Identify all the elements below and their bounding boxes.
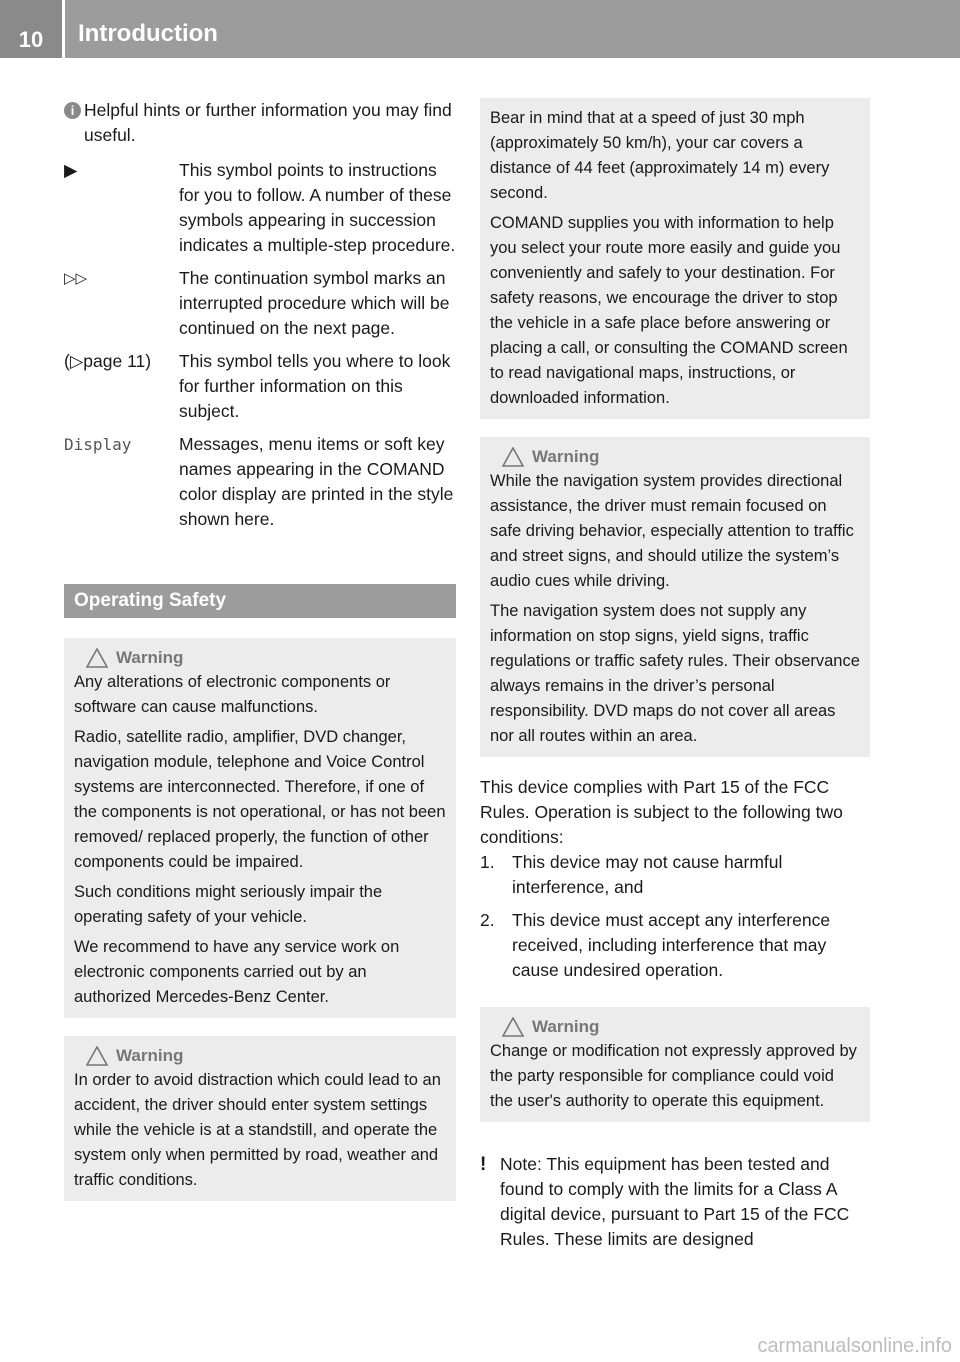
warning-triangle-icon — [86, 1046, 108, 1066]
symbol-description: The continuation symbol marks an interrupted procedure which will be continued on the next page. — [179, 268, 450, 338]
display-style-sample: Display — [64, 435, 132, 454]
info-hint — [64, 98, 456, 148]
box-paragraph: Bear in mind that at a speed of just 30 mph (approximately 50 km/h), your car covers a distance of 44 feet (approximately 14 m) every second. — [490, 109, 830, 202]
warning-paragraph: While the navigation system provides directional assistance, the driver must remain focused on safe driving behavior, especially attention to traffic and street signs, and should utilize the system’s audio cues while driving. — [490, 472, 854, 590]
left-column — [64, 98, 456, 1201]
warning-box — [480, 437, 870, 757]
page-number: 10 — [0, 0, 62, 58]
symbol-description: This symbol tells you where to look for further information on this subject. — [179, 351, 451, 421]
header-separator — [62, 0, 65, 58]
right-column — [480, 98, 870, 1252]
symbol-row — [64, 349, 456, 424]
list-text: This device must accept any interference received, including interference that may cause undesired operation. — [512, 910, 831, 980]
operating-safety-heading: Operating Safety — [64, 584, 456, 618]
page-reference-symbol: (▷page 11) — [64, 351, 152, 371]
symbol-row — [64, 158, 456, 258]
warning-triangle-icon — [502, 1017, 524, 1037]
warning-paragraph: Change or modification not expressly approved by the party responsible for compliance could void the user's authority to operate this equipment. — [490, 1042, 857, 1110]
warning-paragraph: Any alterations of electronic components or software can cause malfunctions. — [74, 673, 391, 716]
warning-paragraph: Radio, satellite radio, amplifier, DVD changer, navigation module, telephone and Voice Control systems are interconnected. Therefore, if one of the components is not operational, or has not been removed/ replaced properly, the function of other components could be impaired. — [74, 728, 446, 871]
symbol-description: This symbol points to instructions for you to follow. A number of these symbols appearing in succession indicates a multiple-step procedure. — [179, 160, 456, 255]
play-arrow-icon: ▶ — [64, 160, 78, 180]
warning-title — [74, 1044, 446, 1068]
symbol-row — [64, 266, 456, 341]
list-number: 2. — [480, 910, 495, 930]
list-item — [480, 908, 870, 983]
note — [480, 1152, 870, 1252]
warning-title-text: Warning — [116, 648, 184, 667]
warning-box — [64, 1036, 456, 1201]
page-header — [0, 0, 960, 58]
watermark: carmanualsonline.info — [757, 1335, 952, 1357]
exclamation-icon: ! — [480, 1154, 487, 1175]
box-paragraph: COMAND supplies you with information to help you select your route more easily and guide you conveniently and safely to your destination. For safety reasons, we encourage the driver to stop the vehicle in a safe place before answering or placing a call, or consulting the COMAND screen to read navigational maps, instructions, or downloaded information. — [490, 214, 848, 407]
fcc-conditions-list — [480, 850, 870, 983]
symbol-row — [64, 432, 456, 532]
info-text: Helpful hints or further information you may find useful. — [84, 100, 452, 145]
warning-title-text: Warning — [116, 1046, 184, 1065]
warning-title — [490, 1015, 860, 1039]
list-number: 1. — [480, 852, 495, 872]
warning-title-text: Warning — [532, 1017, 600, 1036]
warning-triangle-icon — [86, 648, 108, 668]
warning-box — [480, 1007, 870, 1122]
warning-box — [64, 638, 456, 1018]
symbol-description: Messages, menu items or soft key names appearing in the COMAND color display are printed in the style shown here. — [179, 434, 454, 529]
warning-paragraph: Such conditions might seriously impair the operating safety of your vehicle. — [74, 883, 383, 926]
continuation-arrows-icon: ▷▷ — [64, 270, 88, 287]
warning-triangle-icon — [502, 447, 524, 467]
list-text: This device may not cause harmful interference, and — [512, 852, 783, 897]
warning-paragraph: The navigation system does not supply any information on stop signs, yield signs, traffic regulations or traffic safety rules. Their observance always remains in the driver’s personal responsibility. DVD maps do not cover all areas nor all routes within an area. — [490, 602, 860, 745]
warning-title-text: Warning — [532, 447, 600, 466]
speed-info-box — [480, 98, 870, 419]
warning-paragraph: In order to avoid distraction which could lead to an accident, the driver should enter system settings while the vehicle is at a standstill, and operate the system only when permitted by road, weather and traffic conditions. — [74, 1071, 441, 1189]
fcc-intro: This device complies with Part 15 of the FCC Rules. Operation is subject to the following two conditions: — [480, 777, 843, 847]
note-text: Note: This equipment has been tested and found to comply with the limits for a Class A digital device, pursuant to Part 15 of the FCC Rules. These limits are designed — [500, 1154, 850, 1249]
list-item — [480, 850, 870, 900]
warning-title — [490, 445, 860, 469]
info-icon: i — [64, 102, 81, 119]
warning-title — [74, 646, 446, 670]
section-title: Introduction — [78, 20, 218, 47]
warning-paragraph: We recommend to have any service work on electronic components carried out by an authorized Mercedes-Benz Center. — [74, 938, 400, 1006]
